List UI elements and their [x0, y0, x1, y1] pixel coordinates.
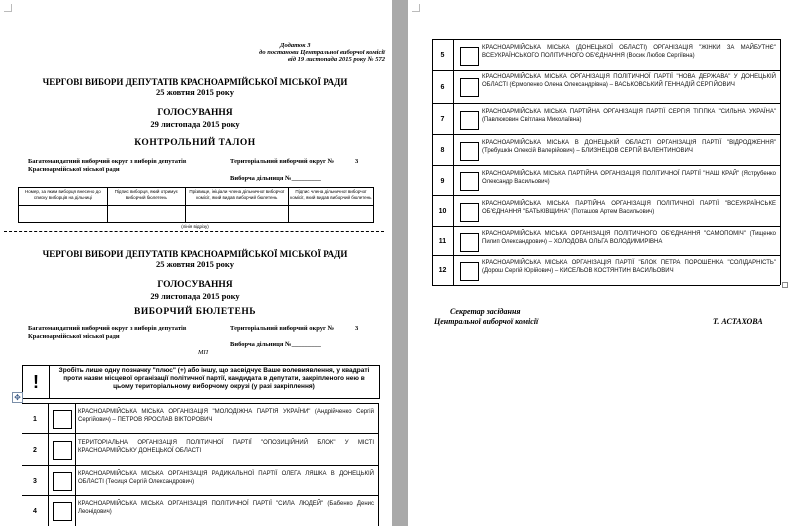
control-table-header: Прізвище, ініціали члена дільничної виборчої комісії, який видав виборчий бюлетень — [185, 188, 288, 206]
row-number: 6 — [440, 84, 445, 91]
ballot-election-title: ЧЕРГОВІ ВИБОРИ ДЕПУТАТІВ КРАСНОАРМІЙСЬКОЇ МІСЬКОЇ РАДИ — [42, 249, 348, 259]
control-district-number: 3 — [355, 158, 359, 165]
vote-checkbox[interactable] — [460, 172, 479, 191]
row-number: 4 — [33, 508, 37, 515]
vote-checkbox[interactable] — [460, 142, 479, 161]
ballot-row — [432, 103, 780, 135]
appendix-date-line: від 19 листопада 2015 року № 572 — [288, 56, 385, 63]
control-district-label: Багатомандатний виборчий округ з виборів депутатів Красноармійської міської ради — [28, 158, 187, 173]
vote-checkbox[interactable] — [460, 262, 479, 281]
control-table-header: Підпис члена дільничної виборчої комісії, який видав виборчий бюлетень — [288, 188, 373, 206]
table-move-handle-icon[interactable]: ✥ — [12, 392, 23, 403]
ballot-election-date: 25 жовтня 2015 року — [156, 259, 234, 269]
secretary-title-org: Центральної виборчої комісії — [434, 317, 539, 326]
instructions-text: Зробіть лише одну позначку "плюс" (+) або іншу, що засвідчує Ваше волевиявлення, у квадраті проти назви місцевої організації політичної партії, кандидата в депутати, закріпленого нею в цьому територіальному виборчому окрузі (у разі закріплення) — [58, 367, 370, 390]
party-name: КРАСНОАРМІЙСЬКА МІСЬКА ОРГАНІЗАЦІЯ ПОЛІТИЧНОЇ ПАРТІЇ "СИЛА ЛЮДЕЙ" (Бабенко Денис Леонідович) — [78, 501, 374, 515]
party-name: КРАСНОАРМІЙСЬКА МІСЬКА ПАРТІЙНА ОРГАНІЗАЦІЯ ПАРТІЇ СЕРГІЯ ТІГІПКА "СИЛЬНА УКРАЇНА" (Павлюковин Світлана Миколаївна) — [482, 109, 776, 123]
party-name: КРАСНОАРМІЙСЬКА МІСЬКА ОРГАНІЗАЦІЯ ПОЛІТИЧНОГО ОБ'ЄДНАННЯ "САМОПОМІЧ" (Тищенко Пилип Олександрович) – ХОЛОДОВА ОЛЬГА ВОЛОДИМИРІВНА — [482, 231, 776, 245]
secretary-name: Т. АСТАХОВА — [713, 317, 763, 326]
vote-checkbox[interactable] — [460, 203, 479, 222]
ballot-district-number: 3 — [355, 325, 359, 332]
vote-checkbox[interactable] — [53, 502, 72, 521]
ballot-row — [22, 495, 378, 526]
appendix-decree-line: до постанови Центральної виборчої комісії — [259, 49, 385, 56]
vote-checkbox[interactable] — [53, 472, 72, 491]
ballot-row — [432, 39, 780, 71]
row-number: 2 — [33, 446, 37, 454]
vote-checkbox[interactable] — [53, 441, 72, 460]
control-table-header: Підпис виборця, який отримує виборчий бюлетень — [107, 188, 185, 206]
row-number: 10 — [438, 208, 447, 215]
secretary-title: Секретар засідання — [450, 307, 521, 316]
document-page-2 — [408, 0, 807, 526]
vote-checkbox[interactable] — [460, 111, 479, 130]
control-talon-title: КОНТРОЛЬНИЙ ТАЛОН — [134, 138, 256, 148]
ballot-grid-line — [780, 39, 781, 285]
row-number: 5 — [440, 52, 445, 59]
row-number: 11 — [438, 238, 447, 245]
control-table-cell[interactable] — [107, 206, 185, 223]
party-name: ТЕРИТОРІАЛЬНА ОРГАНІЗАЦІЯ ПОЛІТИЧНОЇ ПАРТІЇ "ОПОЗИЦІЙНИЙ БЛОК" У МІСТІ КРАСНОАРМІЙСЬКУ ДОНЕЦЬКОЇ ОБЛАСТІ — [78, 440, 374, 454]
party-name: КРАСНОАРМІЙСЬКА МІСЬКА ПАРТІЙНА ОРГАНІЗАЦІЯ ПОЛІТИЧНОЇ ПАРТІЇ "ВСЕУКРАЇНСЬКЕ ОБ'ЄДНАННЯ "БАТЬКІВЩИНА" (Поташов Артем Васильович) — [482, 201, 776, 215]
ballot-row — [22, 403, 378, 434]
control-table-cell[interactable] — [19, 206, 108, 223]
ballot-title: ВИБОРЧИЙ БЮЛЕТЕНЬ — [133, 307, 257, 317]
page-corner-mark — [4, 4, 12, 12]
control-table-cell[interactable] — [185, 206, 288, 223]
document-page-1 — [0, 0, 392, 526]
ballot-row — [22, 465, 378, 496]
stamp-placeholder: МП — [198, 349, 209, 356]
vote-checkbox[interactable] — [460, 233, 479, 252]
ballot-row — [432, 165, 780, 196]
ballot-row — [432, 255, 780, 286]
appendix-label: Додаток 3 — [280, 42, 311, 49]
party-name: КРАСНОАРМІЙСЬКА МІСЬКА ОРГАНІЗАЦІЯ ПАРТІЇ "БЛОК ПЕТРА ПОРОШЕНКА "СОЛІДАРНІСТЬ" (Дорош Сергій Юрійович) – КИСЕЛЬОВ КОСТЯНТИН ВАСИЛЬОВИЧ — [482, 260, 776, 274]
control-election-title: ЧЕРГОВІ ВИБОРИ ДЕПУТАТІВ КРАСНОАРМІЙСЬКОЇ МІСЬКОЇ РАДИ — [42, 77, 348, 87]
row-number: 3 — [33, 477, 37, 485]
row-number: 12 — [438, 267, 447, 274]
ballot-row — [432, 70, 780, 104]
vote-checkbox[interactable] — [53, 410, 72, 429]
control-voting-heading: ГОЛОСУВАННЯ — [157, 108, 233, 118]
row-number: 7 — [440, 116, 445, 123]
ballot-voting-heading: ГОЛОСУВАННЯ — [157, 280, 233, 290]
voting-instructions — [22, 365, 380, 399]
table-resize-handle-icon[interactable] — [782, 282, 788, 288]
vote-checkbox[interactable] — [460, 78, 479, 97]
row-number: 8 — [440, 147, 445, 154]
party-name: КРАСНОАРМІЙСЬКА МІСЬКА ОРГАНІЗАЦІЯ ПОЛІТИЧНОЇ ПАРТІЇ "НОВА ДЕРЖАВА" У ДОНЕЦЬКІЙ ОБЛАСТІ (Єрмоленко Олена Олександрівна) – ВАСЬКОВСЬКИЙ ГЕННАДІЙ СЕРГІЙОВИЧ — [482, 74, 776, 88]
control-talon-table — [18, 187, 374, 223]
party-name: КРАСНОАРМІЙСЬКА МІСЬКА ОРГАНІЗАЦІЯ РАДИКАЛЬНОЇ ПАРТІЇ ОЛЕГА ЛЯШКА В ДОНЕЦЬКІЙ ОБЛАСТІ (Тесиця Сергій Олександрович) — [78, 471, 374, 485]
vote-checkbox[interactable] — [460, 47, 479, 66]
cut-line — [4, 231, 384, 232]
ballot-territorial-label: Територіальний виборчий округ № — [230, 325, 335, 332]
ballot-row — [22, 433, 378, 466]
party-name: КРАСНОАРМІЙСЬКА МІСЬКА ОРГАНІЗАЦІЯ "МОЛОДІЖНА ПАРТІЯ УКРАЇНИ" (Андрійченко Сергій Сергійович) – ПЕТРОВ ЯРОСЛАВ ВІКТОРОВИЧ — [78, 409, 374, 423]
page-corner-mark — [412, 4, 420, 12]
ballot-voting-date: 29 листопада 2015 року — [150, 291, 240, 301]
ballot-precinct-field: Виборча дільниця №_________ — [230, 341, 321, 348]
control-table-cell[interactable] — [288, 206, 373, 223]
control-election-date: 25 жовтня 2015 року — [156, 87, 234, 97]
party-name: КРАСНОАРМІЙСЬКА МІСЬКА В ДОНЕЦЬКІЙ ОБЛАСТІ ОРГАНІЗАЦІЯ ПАРТІЇ "ВІДРОДЖЕННЯ" (Требушкін Олексій Валерійович) – БЛИЗНЕЦОВ СЕРГІЙ ВАЛЕНТИНОВИЧ — [482, 140, 776, 154]
cut-line-note: (лінія відрізу) — [181, 224, 209, 229]
ballot-grid-line — [378, 403, 379, 526]
control-table-header: Номер, за яким виборця внесено до списку виборців на дільниці — [19, 188, 108, 206]
row-number: 1 — [33, 415, 37, 423]
ballot-district-label: Багатомандатний виборчий округ з виборів депутатів Красноармійської міської ради — [28, 325, 187, 340]
party-name: КРАСНОАРМІЙСЬКА МІСЬКА ПАРТІЙНА ОРГАНІЗАЦІЯ ПОЛІТИЧНОЇ ПАРТІЇ "НАШ КРАЙ" (Яструбенко Олександр Васильович) — [482, 171, 776, 185]
row-number: 9 — [440, 177, 445, 185]
ballot-row — [432, 134, 780, 166]
control-voting-date: 29 листопада 2015 року — [150, 119, 240, 129]
ballot-row — [432, 195, 780, 227]
ballot-row — [432, 226, 780, 256]
exclamation-icon: ! — [23, 366, 50, 398]
control-precinct-field: Виборча дільниця №_________ — [230, 175, 321, 182]
control-territorial-label: Територіальний виборчий округ № — [230, 158, 335, 165]
party-name: КРАСНОАРМІЙСЬКА МІСЬКА (ДОНЕЦЬКОЇ ОБЛАСТІ) ОРГАНІЗАЦІЯ "ЖІНКИ ЗА МАЙБУТНЄ" ВСЕУКРАЇНСЬКОГО ПОЛІТИЧНОГО ОБ'ЄДНАННЯ (Восик Любов Сергіївна) — [482, 45, 776, 59]
